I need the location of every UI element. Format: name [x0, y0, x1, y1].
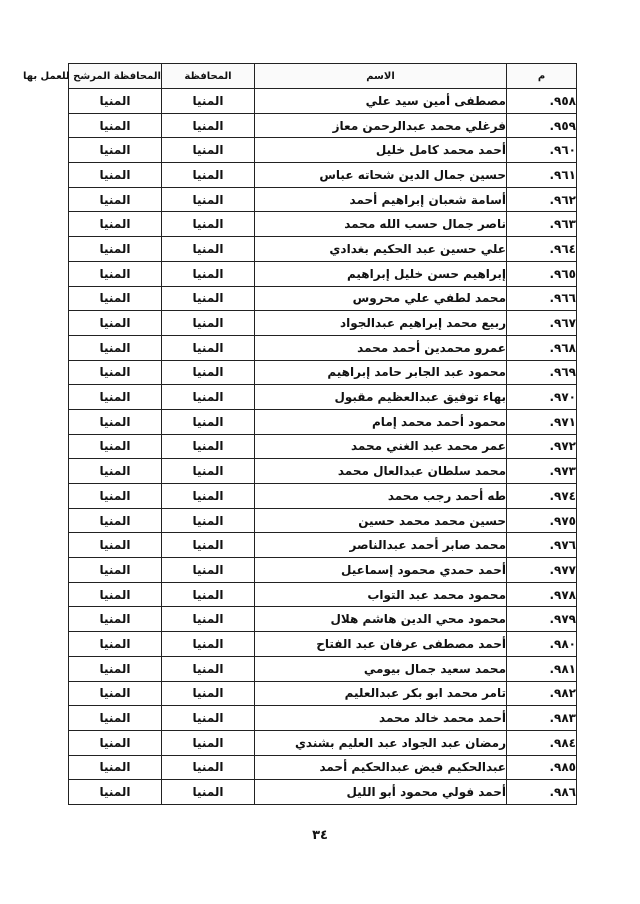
- row-target-governorate: المنيا: [69, 484, 162, 509]
- table-row: [69, 360, 577, 385]
- row-governorate: المنيا: [162, 780, 255, 805]
- row-governorate: المنيا: [162, 360, 255, 385]
- row-target-governorate: المنيا: [69, 508, 162, 533]
- table-row: [69, 138, 577, 163]
- row-target-governorate: المنيا: [69, 286, 162, 311]
- row-number: ٩٦٨.: [507, 335, 577, 360]
- row-name: أحمد حمدي محمود إسماعيل: [255, 558, 507, 583]
- table-row: [69, 558, 577, 583]
- row-target-governorate: المنيا: [69, 558, 162, 583]
- row-target-governorate: المنيا: [69, 212, 162, 237]
- row-target-governorate: المنيا: [69, 360, 162, 385]
- row-name: تامر محمد ابو بكر عبدالعليم: [255, 681, 507, 706]
- row-target-governorate: المنيا: [69, 335, 162, 360]
- row-name: فرغلي محمد عبدالرحمن معاز: [255, 113, 507, 138]
- table-row: [69, 632, 577, 657]
- row-number: ٩٦٦.: [507, 286, 577, 311]
- table-row: [69, 508, 577, 533]
- row-name: أحمد محمد خالد محمد: [255, 706, 507, 731]
- page-number: ٣٤: [312, 828, 328, 843]
- row-target-governorate: المنيا: [69, 459, 162, 484]
- row-governorate: المنيا: [162, 582, 255, 607]
- row-governorate: المنيا: [162, 187, 255, 212]
- row-name: محمد سلطان عبدالعال محمد: [255, 459, 507, 484]
- row-number: ٩٦٤.: [507, 237, 577, 262]
- row-governorate: المنيا: [162, 311, 255, 336]
- row-name: طه أحمد رجب محمد: [255, 484, 507, 509]
- row-number: ٩٨٥.: [507, 755, 577, 780]
- header-number: م: [507, 64, 577, 89]
- table-row: [69, 311, 577, 336]
- row-name: محمد صابر أحمد عبدالناصر: [255, 533, 507, 558]
- row-governorate: المنيا: [162, 632, 255, 657]
- row-number: ٩٧٠.: [507, 385, 577, 410]
- table-row: [69, 755, 577, 780]
- row-name: عبدالحكيم فيض عبدالحكيم أحمد: [255, 755, 507, 780]
- table-row: [69, 335, 577, 360]
- row-number: ٩٥٩.: [507, 113, 577, 138]
- table-row: [69, 706, 577, 731]
- table-row: [69, 237, 577, 262]
- row-name: أحمد فولي محمود أبو الليل: [255, 780, 507, 805]
- row-governorate: المنيا: [162, 755, 255, 780]
- header-governorate: المحافظة: [162, 64, 255, 89]
- row-governorate: المنيا: [162, 681, 255, 706]
- row-number: ٩٧٦.: [507, 533, 577, 558]
- row-number: ٩٦١.: [507, 163, 577, 188]
- row-number: ٩٧٩.: [507, 607, 577, 632]
- row-number: ٩٨١.: [507, 656, 577, 681]
- row-name: أسامة شعبان إبراهيم أحمد: [255, 187, 507, 212]
- row-name: محمود محمد عبد التواب: [255, 582, 507, 607]
- table-row: [69, 434, 577, 459]
- row-governorate: المنيا: [162, 656, 255, 681]
- row-name: إبراهيم حسن خليل إبراهيم: [255, 261, 507, 286]
- row-number: ٩٦٩.: [507, 360, 577, 385]
- row-governorate: المنيا: [162, 113, 255, 138]
- row-name: علي حسين عبد الحكيم بغدادي: [255, 237, 507, 262]
- row-name: حسين جمال الدين شحاته عباس: [255, 163, 507, 188]
- row-target-governorate: المنيا: [69, 533, 162, 558]
- row-name: ربيع محمد إبراهيم عبدالجواد: [255, 311, 507, 336]
- row-governorate: المنيا: [162, 484, 255, 509]
- row-name: مصطفى أمين سيد علي: [255, 89, 507, 114]
- row-target-governorate: المنيا: [69, 632, 162, 657]
- header-row: [69, 64, 577, 89]
- table-row: [69, 656, 577, 681]
- row-governorate: المنيا: [162, 335, 255, 360]
- table-row: [69, 187, 577, 212]
- row-target-governorate: المنيا: [69, 409, 162, 434]
- roster-table: [22, 63, 577, 805]
- row-governorate: المنيا: [162, 163, 255, 188]
- row-name: محمود عبد الجابر حامد إبراهيم: [255, 360, 507, 385]
- row-number: ٩٦٢.: [507, 187, 577, 212]
- row-governorate: المنيا: [162, 459, 255, 484]
- table-row: [69, 409, 577, 434]
- row-target-governorate: المنيا: [69, 730, 162, 755]
- row-name: رمضان عبد الجواد عبد العليم بشندي: [255, 730, 507, 755]
- row-target-governorate: المنيا: [69, 261, 162, 286]
- row-governorate: المنيا: [162, 385, 255, 410]
- row-target-governorate: المنيا: [69, 681, 162, 706]
- row-governorate: المنيا: [162, 730, 255, 755]
- row-number: ٩٨٢.: [507, 681, 577, 706]
- row-number: ٩٦٥.: [507, 261, 577, 286]
- table-row: [69, 533, 577, 558]
- row-governorate: المنيا: [162, 508, 255, 533]
- row-name: محمد لطفي علي محروس: [255, 286, 507, 311]
- row-target-governorate: المنيا: [69, 89, 162, 114]
- row-target-governorate: المنيا: [69, 706, 162, 731]
- row-number: ٩٦٣.: [507, 212, 577, 237]
- row-name: أحمد محمد كامل خليل: [255, 138, 507, 163]
- row-target-governorate: المنيا: [69, 656, 162, 681]
- row-target-governorate: المنيا: [69, 138, 162, 163]
- table-row: [69, 89, 577, 114]
- row-name: عمرو محمدين أحمد محمد: [255, 335, 507, 360]
- row-target-governorate: المنيا: [69, 434, 162, 459]
- row-governorate: المنيا: [162, 89, 255, 114]
- row-governorate: المنيا: [162, 261, 255, 286]
- row-target-governorate: المنيا: [69, 187, 162, 212]
- header-name: الاسم: [255, 64, 507, 89]
- row-name: حسين محمد محمد حسين: [255, 508, 507, 533]
- row-name: عمر محمد عبد الغني محمد: [255, 434, 507, 459]
- table-row: [69, 459, 577, 484]
- row-target-governorate: المنيا: [69, 113, 162, 138]
- row-number: ٩٧٧.: [507, 558, 577, 583]
- table-row: [69, 385, 577, 410]
- table-row: [69, 163, 577, 188]
- row-number: ٩٧٥.: [507, 508, 577, 533]
- table-row: [69, 286, 577, 311]
- table-row: [69, 212, 577, 237]
- row-name: بهاء توفيق عبدالعظيم مقبول: [255, 385, 507, 410]
- row-target-governorate: المنيا: [69, 385, 162, 410]
- row-number: ٩٨٤.: [507, 730, 577, 755]
- row-target-governorate: المنيا: [69, 755, 162, 780]
- row-number: ٩٨٦.: [507, 780, 577, 805]
- row-number: ٩٧٨.: [507, 582, 577, 607]
- table-body: [69, 89, 577, 805]
- table-header: [22, 64, 577, 89]
- row-governorate: المنيا: [162, 286, 255, 311]
- row-target-governorate: المنيا: [69, 237, 162, 262]
- row-governorate: المنيا: [162, 237, 255, 262]
- row-target-governorate: المنيا: [69, 163, 162, 188]
- row-number: ٩٦٧.: [507, 311, 577, 336]
- row-governorate: المنيا: [162, 138, 255, 163]
- row-target-governorate: المنيا: [69, 311, 162, 336]
- row-name: محمد سعيد جمال بيومي: [255, 656, 507, 681]
- row-governorate: المنيا: [162, 409, 255, 434]
- row-governorate: المنيا: [162, 607, 255, 632]
- row-governorate: المنيا: [162, 434, 255, 459]
- table-row: [69, 582, 577, 607]
- row-name: محمود محي الدين هاشم هلال: [255, 607, 507, 632]
- row-name: أحمد مصطفى عرفان عبد الفتاح: [255, 632, 507, 657]
- header-target-governorate: المحافظة المرشح للعمل بها: [69, 64, 162, 89]
- row-number: ٩٧٣.: [507, 459, 577, 484]
- row-number: ٩٨٠.: [507, 632, 577, 657]
- row-number: ٩٧٤.: [507, 484, 577, 509]
- table-row: [69, 730, 577, 755]
- row-number: ٩٦٠.: [507, 138, 577, 163]
- row-governorate: المنيا: [162, 558, 255, 583]
- table-row: [69, 780, 577, 805]
- row-name: ناصر جمال حسب الله محمد: [255, 212, 507, 237]
- row-number: ٩٧١.: [507, 409, 577, 434]
- table-row: [69, 681, 577, 706]
- table-row: [69, 607, 577, 632]
- row-governorate: المنيا: [162, 212, 255, 237]
- row-target-governorate: المنيا: [69, 582, 162, 607]
- row-number: ٩٧٢.: [507, 434, 577, 459]
- table-row: [69, 113, 577, 138]
- row-name: محمود أحمد محمد إمام: [255, 409, 507, 434]
- row-number: ٩٥٨.: [507, 89, 577, 114]
- table-row: [69, 261, 577, 286]
- row-governorate: المنيا: [162, 706, 255, 731]
- table-row: [69, 484, 577, 509]
- row-target-governorate: المنيا: [69, 780, 162, 805]
- row-number: ٩٨٣.: [507, 706, 577, 731]
- row-governorate: المنيا: [162, 533, 255, 558]
- row-target-governorate: المنيا: [69, 607, 162, 632]
